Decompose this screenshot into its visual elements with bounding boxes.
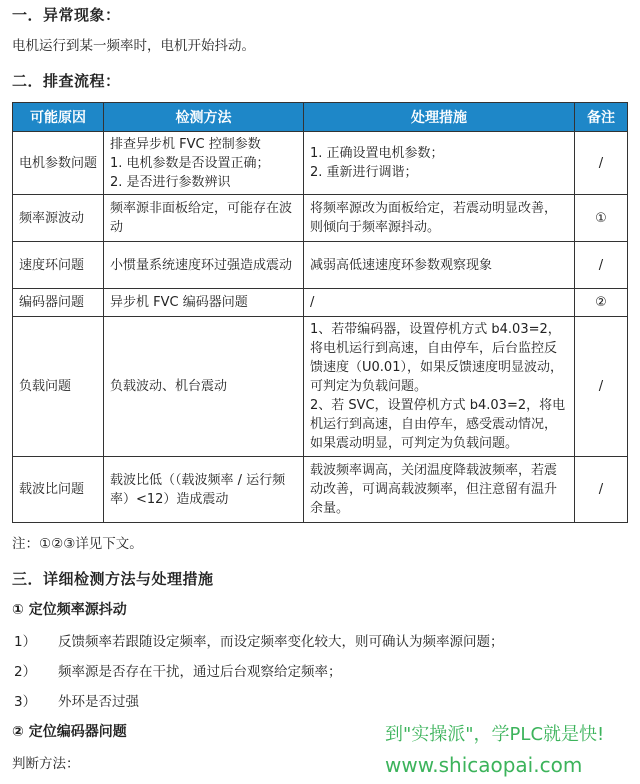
list-item-number: 3） (14, 694, 37, 710)
anomaly-description: 电机运行到某一频率时，电机开始抖动。 (12, 38, 255, 54)
header-cause: 可能原因 (13, 103, 104, 132)
table-footnote: 注：①②③详见下文。 (12, 536, 143, 552)
cell-method: 负载波动、机台震动 (104, 317, 304, 457)
cell-cause: 负载问题 (13, 317, 104, 457)
table-row (13, 242, 628, 289)
cell-action: 载波频率调高，关闭温度降载波频率，若震动改善，可调高载波频率，但注意留有温升余量。 (304, 457, 575, 523)
cell-method: 小惯量系统速度环过强造成震动 (104, 242, 304, 289)
list-item-text: 外环是否过强 (58, 694, 139, 710)
cell-note: / (575, 132, 628, 195)
header-method: 检测方法 (104, 103, 304, 132)
list-item-number: 2） (14, 664, 37, 680)
troubleshooting-table (12, 102, 628, 523)
cell-note: / (575, 317, 628, 457)
section-title-troubleshooting: 二．排查流程： (12, 72, 121, 90)
cell-note: / (575, 242, 628, 289)
cell-method: 载波比低（（载波频率 / 运行频率）<12）造成震动 (104, 457, 304, 523)
cell-action: 1. 正确设置电机参数； 2. 重新进行调谐； (304, 132, 575, 195)
cell-cause: 速度环问题 (13, 242, 104, 289)
cell-note: ① (575, 195, 628, 242)
cell-note: / (575, 457, 628, 523)
list-item (14, 690, 139, 710)
cell-action: 将频率源改为面板给定，若震动明显改善，则倾向于频率源抖动。 (304, 195, 575, 242)
cell-method: 频率源非面板给定，可能存在波动 (104, 195, 304, 242)
cell-cause: 频率源波动 (13, 195, 104, 242)
table-row (13, 132, 628, 195)
list-item (14, 660, 342, 680)
table-row (13, 317, 628, 457)
subsection-title-frequency-source: ① 定位频率源抖动 (12, 602, 127, 618)
cell-cause: 编码器问题 (13, 289, 104, 317)
cell-method: 异步机 FVC 编码器问题 (104, 289, 304, 317)
cell-action: 减弱高低速速度环参数观察现象 (304, 242, 575, 289)
cell-method: 排查异步机 FVC 控制参数 1. 电机参数是否设置正确； 2. 是否进行参数辨识 (104, 132, 304, 195)
list-item-text: 频率源是否存在干扰，通过后台观察给定频率； (58, 664, 342, 680)
table-header-row (13, 103, 628, 132)
header-action: 处理措施 (304, 103, 575, 132)
list-item-text: 反馈频率若跟随设定频率，而设定频率变化较大，则可确认为频率源问题； (58, 634, 504, 650)
section-title-anomaly: 一．异常现象： (12, 6, 121, 24)
watermark-url: www.shicaopai.com (385, 753, 583, 777)
table-row (13, 195, 628, 242)
cell-action: / (304, 289, 575, 317)
list-item (14, 630, 504, 650)
cell-note: ② (575, 289, 628, 317)
list-item-number: 1） (14, 634, 37, 650)
judgment-method-label: 判断方法： (12, 756, 80, 772)
table-row (13, 289, 628, 317)
subsection-title-encoder: ② 定位编码器问题 (12, 724, 127, 740)
table-row (13, 457, 628, 523)
cell-cause: 电机参数问题 (13, 132, 104, 195)
cell-action: 1、若带编码器，设置停机方式 b4.03=2，将电机运行到高速，自由停车，后台监控反馈速度（U0.01），如果反馈速度明显波动，可判定为负载问题。 2、若 SVC，设置停机方式 b4.03=2，将电机运行到高速，自由停车，感受震动情况，如果震动明显，可判定为负载问题。 (304, 317, 575, 457)
cell-cause: 载波比问题 (13, 457, 104, 523)
header-note: 备注 (575, 103, 628, 132)
watermark-slogan: 到"实操派"，学PLC就是快! (385, 724, 605, 745)
section-title-detailed: 三．详细检测方法与处理措施 (12, 570, 214, 588)
